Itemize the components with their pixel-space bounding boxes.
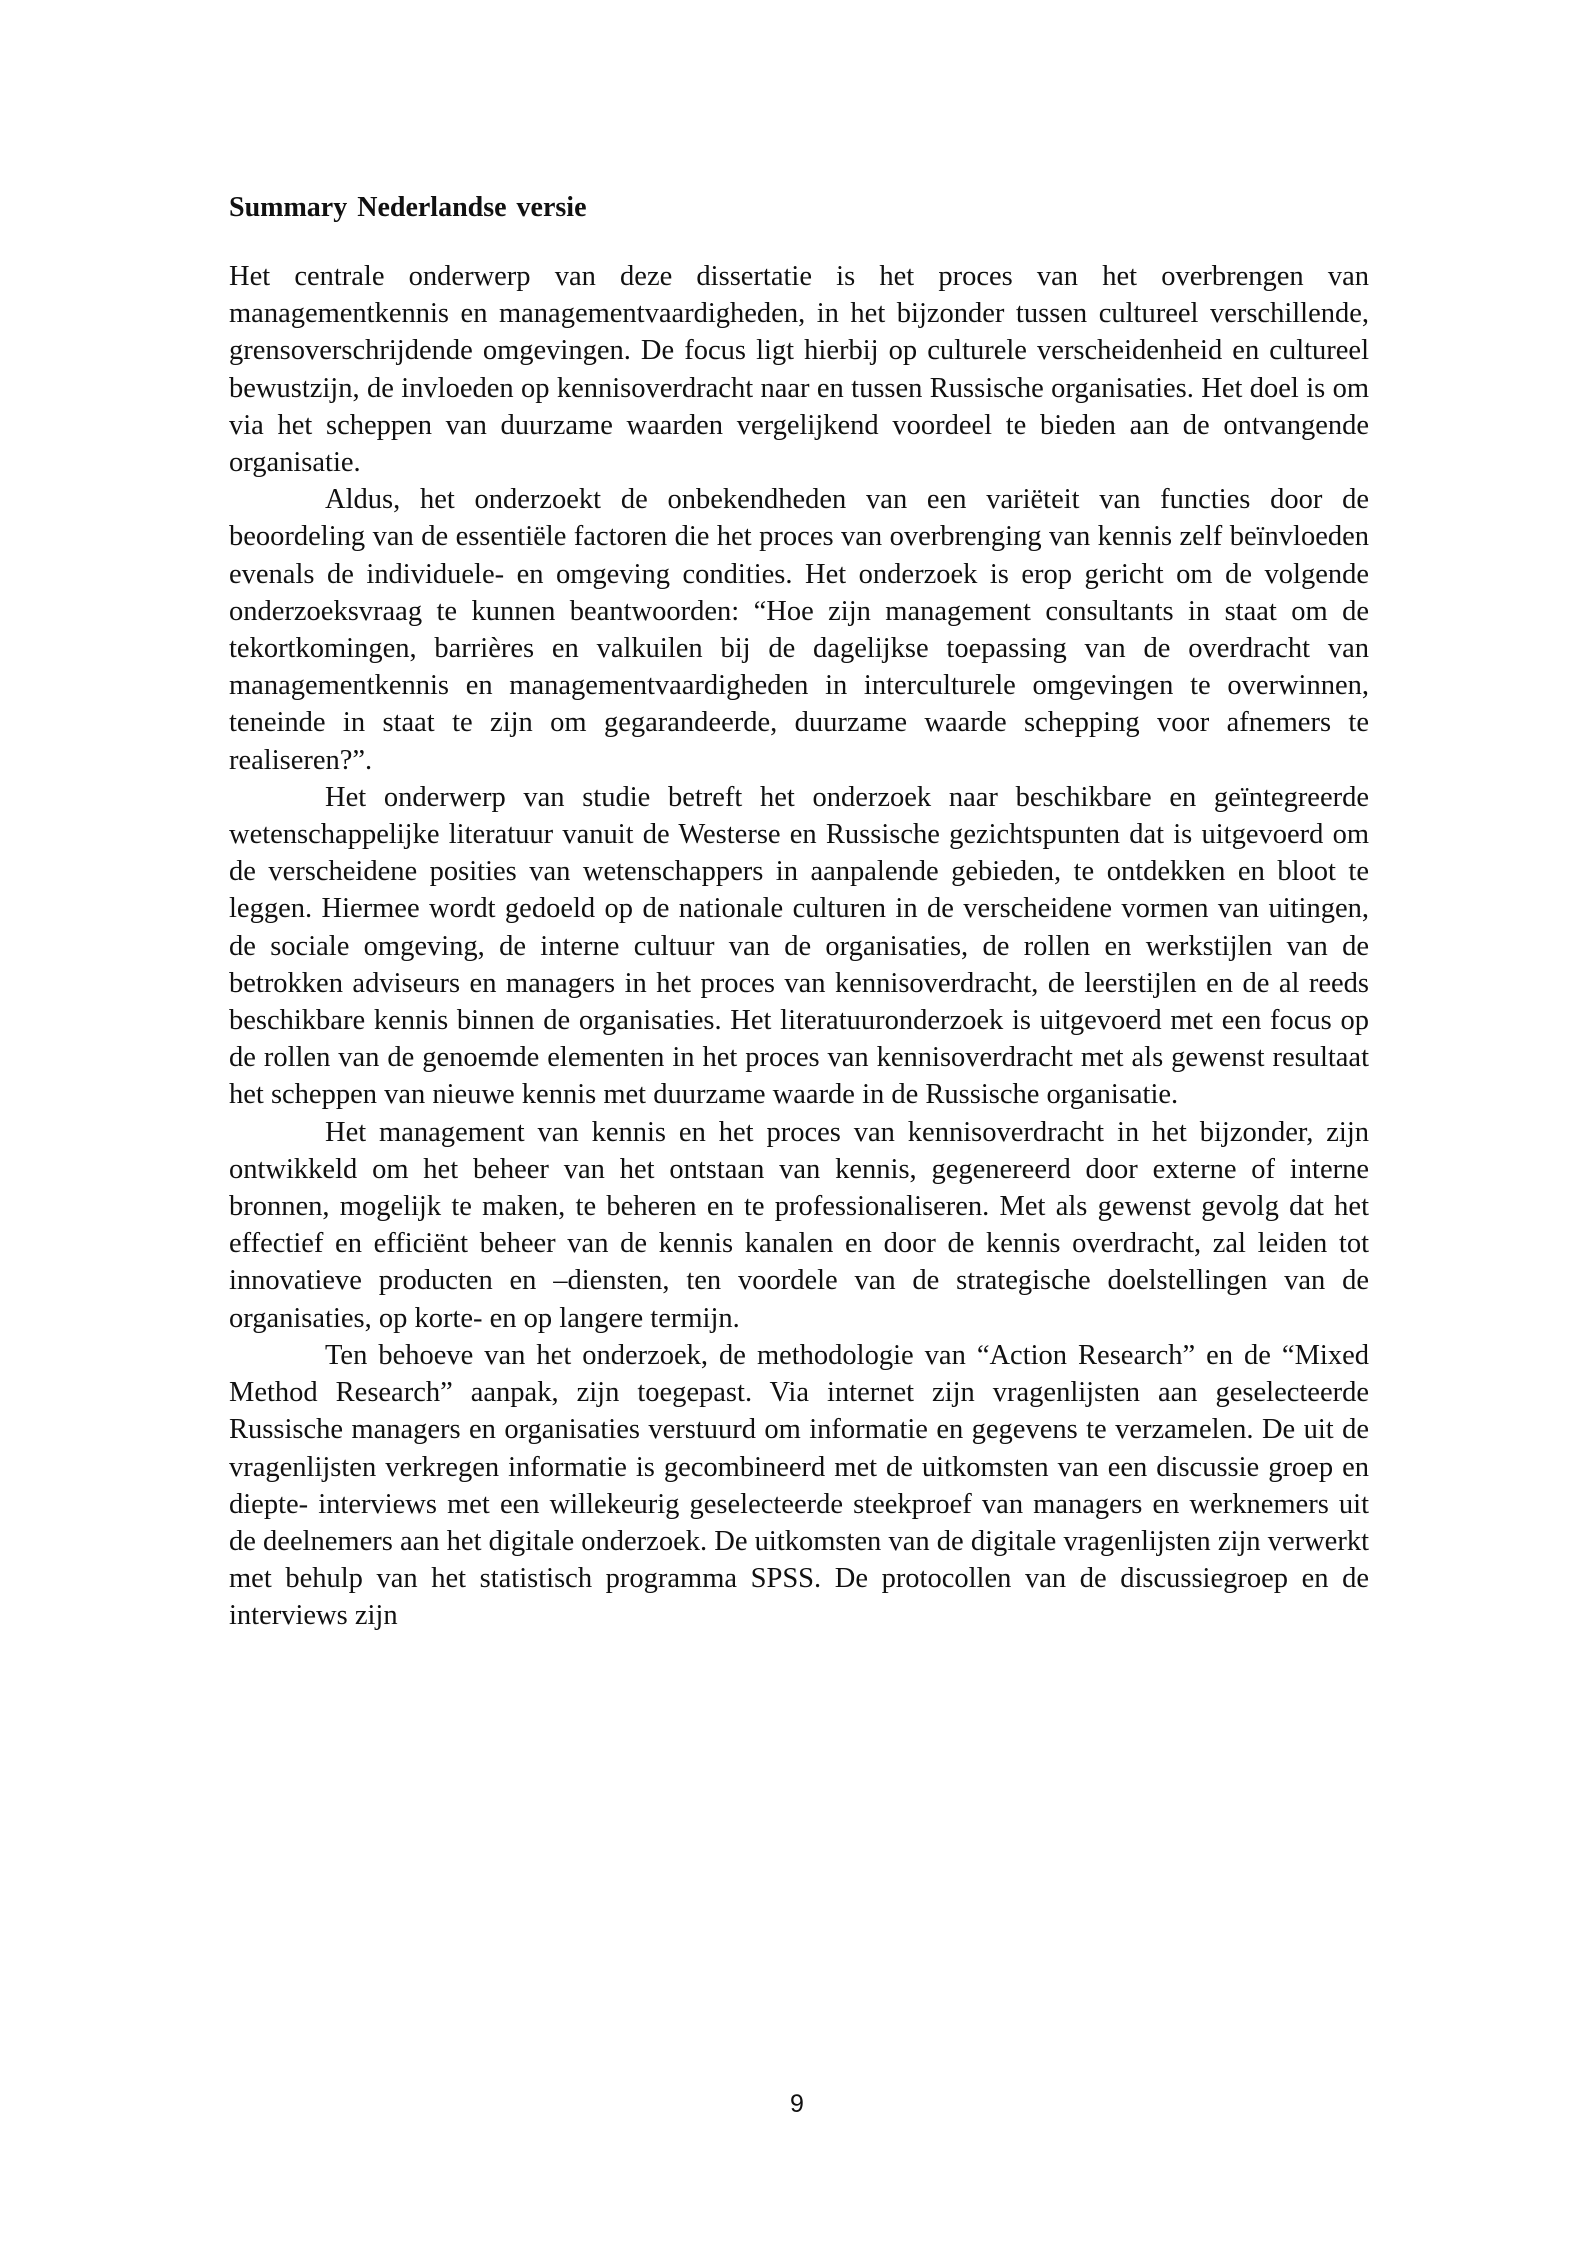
paragraph-intro: Het centrale onderwerp van deze dissertatie is het proces van het overbrengen van managementkennis en managementvaardigheden, in het bijzonder tussen cultureel verschillende, grensoverschrijdende omgevingen. De focus ligt hierbij op culturele verscheidenheid en cultureel bewustzijn, de invloeden op kennisoverdracht naar en tussen Russische organisaties. Het doel is om via het scheppen van duurzame waarden vergelijkend voordeel te bieden aan de ontvangende organisatie. [229, 261, 1369, 479]
paragraph-methodology: Ten behoeve van het onderzoek, de methodologie van “Action Research” en de “Mixed Method Research” aanpak, zijn toegepast. Via internet zijn vragenlijsten aan geselecteerde Russische managers en organisaties verstuurd om informatie en gegevens te verzamelen. De uit de vragenlijsten verkregen informatie is gecombineerd met de uitkomsten van een discussie groep en diepte- interviews met een willekeurig geselecteerde steekproef van managers en werknemers uit de deelnemers aan het digitale onderzoek. De uitkomsten van de digitale vragenlijsten zijn verwerkt met behulp van het statistisch programma SPSS. De protocollen van de discussiegroep en de interviews zijn [229, 1339, 1369, 1632]
page-content [229, 188, 1369, 1635]
page-title: Summary Nederlandse versie [229, 192, 587, 223]
page-number: 9 [790, 2090, 804, 2118]
paragraph-knowledge-management: Het management van kennis en het proces van kennisoverdracht in het bijzonder, zijn ontwikkeld om het beheer van het ontstaan van kennis, gegenereerd door externe of interne bronnen, mogelijk te maken, te beheren en te professionaliseren. Met als gewenst gevolg dat het effectief en efficiënt beheer van de kennis kanalen en door de kennis overdracht, zal leiden tot innovatieve producten en –diensten, ten voordele van de strategische doelstellingen van de organisaties, op korte- en op langere termijn. [229, 1116, 1369, 1334]
paragraph-research-question: Aldus, het onderzoekt de onbekendheden van een variëteit van functies door de beoordeling van de essentiële factoren die het proces van overbrenging van kennis zelf beïnvloeden evenals de individuele- en omgeving condities. Het onderzoek is erop gericht om de volgende onderzoeksvraag te kunnen beantwoorden: “Hoe zijn management consultants in staat om de tekortkomingen, barrières en valkuilen bij de dagelijkse toepassing van de overdracht van managementkennis en managementvaardigheden in interculturele omgevingen te overwinnen, teneinde in staat te zijn om gegarandeerde, duurzame waarde schepping voor afnemers te realiseren?”. [229, 484, 1369, 776]
paragraph-literature-study: Het onderwerp van studie betreft het onderzoek naar beschikbare en geïntegreerde wetenschappelijke literatuur vanuit de Westerse en Russische gezichtspunten dat is uitgevoerd om de verscheidene posities van wetenschappers in aanpalende gebieden, te ontdekken en bloot te leggen. Hiermee wordt gedoeld op de nationale culturen in de verscheidene vormen van uitingen, de sociale omgeving, de interne cultuur van de organisaties, de rollen en werkstijlen van de betrokken adviseurs en managers in het proces van kennisoverdracht, de leerstijlen en de al reeds beschikbare kennis binnen de organisaties. Het literatuuronderzoek is uitgevoerd met een focus op de rollen van de genoemde elementen in het proces van kennisoverdracht met als gewenst resultaat het scheppen van nieuwe kennis met duurzame waarde in de Russische organisatie. [229, 781, 1369, 1111]
